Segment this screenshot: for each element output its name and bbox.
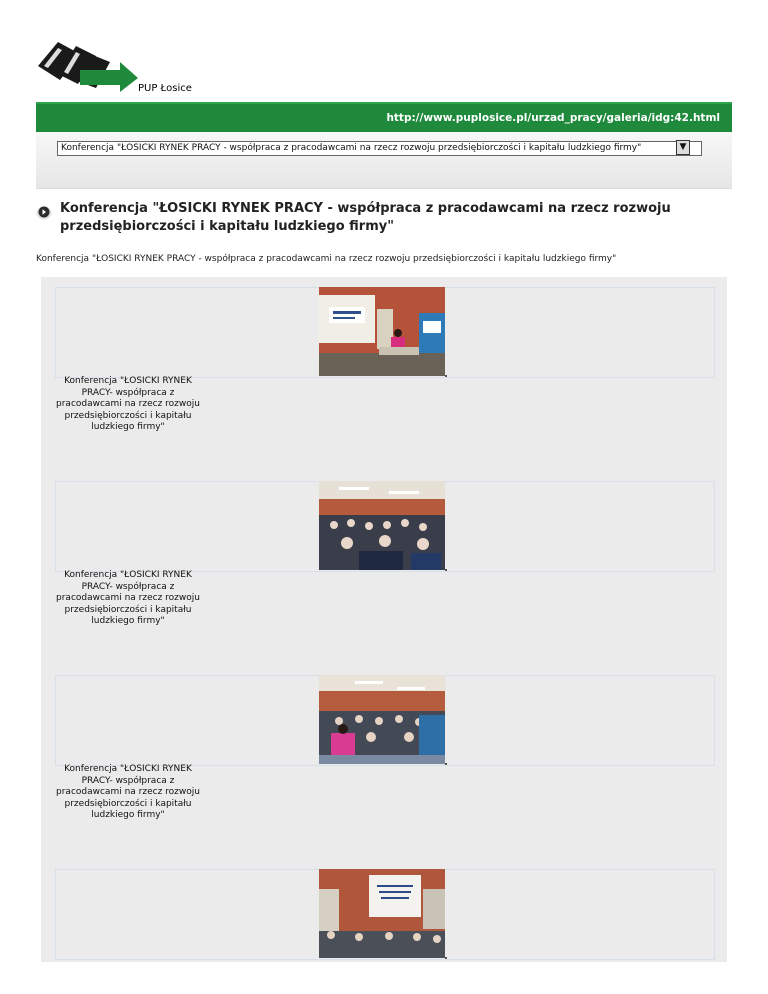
gallery-photo[interactable] — [319, 869, 445, 958]
gallery-marker — [445, 763, 447, 765]
gallery-item — [41, 665, 727, 851]
gallery-select-panel — [36, 132, 732, 189]
select-dropdown-button[interactable]: ▼ — [676, 140, 690, 155]
page-url[interactable]: http://www.puplosice.pl/urzad_pracy/galeria/idg:42.html — [386, 112, 720, 124]
gallery-photo[interactable] — [319, 287, 445, 376]
page-title: Konferencja "ŁOSICKI RYNEK PRACY - współpraca z pracodawcami na rzecz rozwoju przedsiębiorczości i kapitału ludzkiego firmy" — [60, 201, 671, 234]
gallery — [41, 277, 727, 962]
gallery-photo[interactable] — [319, 481, 445, 570]
gallery-item — [41, 277, 727, 463]
gallery-marker — [445, 569, 447, 571]
gallery-photo[interactable] — [319, 675, 445, 764]
gallery-caption: Konferencja "ŁOSICKI RYNEK PRACY- współpraca z pracodawcami na rzecz rozwoju przedsiębiorczości i kapitału ludzkiego firmy" — [56, 764, 200, 820]
gallery-caption: Konferencja "ŁOSICKI RYNEK PRACY- współpraca z pracodawcami na rzecz rozwoju przedsiębiorczości i kapitału ludzkiego firmy" — [56, 570, 200, 626]
gallery-marker — [445, 957, 447, 959]
gallery-select[interactable]: Konferencja "ŁOSICKI RYNEK PRACY - współpraca z pracodawcami na rzecz rozwoju przedsiębiorczości i kapitału ludzkiego firmy" — [57, 141, 702, 156]
gallery-marker — [445, 375, 447, 377]
bullet-arrow-icon — [36, 204, 52, 220]
divider — [96, 179, 676, 180]
gallery-item — [41, 471, 727, 657]
gallery-caption: Konferencja "ŁOSICKI RYNEK PRACY- współpraca z pracodawcami na rzecz rozwoju przedsiębiorczości i kapitału ludzkiego firmy" — [56, 376, 200, 432]
header-bar — [36, 102, 732, 134]
logo-text: PUP Łosice — [138, 83, 192, 94]
page-subtitle: Konferencja "ŁOSICKI RYNEK PRACY - współpraca z pracodawcami na rzecz rozwoju przedsiębiorczości i kapitału ludzkiego firmy" — [36, 254, 617, 264]
gallery-item — [41, 859, 727, 962]
